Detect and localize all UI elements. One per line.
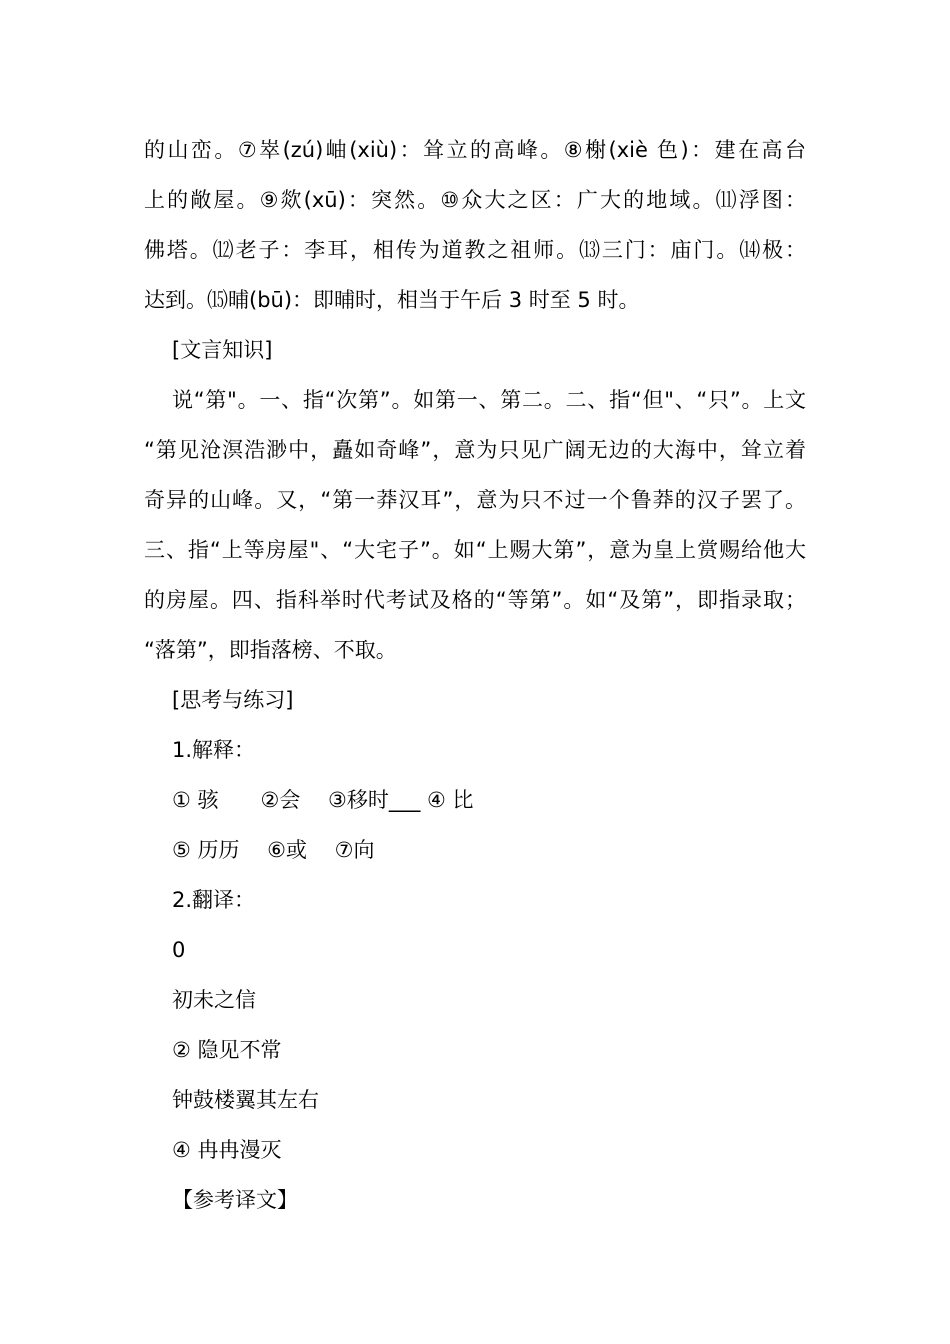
knowledge-line-2: “第见沧溟浩渺中，矗如奇峰”，意为只见广阔无边的大海中，耸立着 (144, 438, 806, 462)
knowledge-heading: [文言知识] (172, 338, 273, 362)
exercise-heading: [思考与练习] (172, 688, 294, 712)
question-2-item-1: 0 (172, 938, 186, 962)
question-2-item-4: 钟鼓楼翼其左右 (172, 1088, 319, 1112)
notes-line-3: 佛塔。⑿老子：李耳，相传为道教之祖师。⒀三门：庙门。⒁极： (144, 238, 806, 262)
question-2-label: 2.翻译： (172, 888, 256, 912)
knowledge-line-4: 三、指“上等房屋"、“大宅子”。如“上赐大第”，意为皇上赏赐给他大 (144, 538, 806, 562)
knowledge-line-1: 说“第"。一、指“次第”。如第一、第二。二、指“但"、“只”。上文 (172, 388, 806, 412)
question-1-row-1: ① 骇 ②会 ③移时___ ④ 比 (172, 788, 474, 812)
reference-translation-heading: 【参考译文】 (172, 1188, 298, 1212)
question-1-label: 1.解释： (172, 738, 256, 762)
knowledge-line-6: “落第”，即指落榜、不取。 (144, 638, 397, 662)
question-2-item-2: 初未之信 (172, 988, 256, 1012)
knowledge-line-3: 奇异的山峰。又，“第一莽汉耳”，意为只不过一个鲁莽的汉子罢了。 (144, 488, 806, 512)
question-2-item-5: ④ 冉冉漫灭 (172, 1138, 282, 1162)
notes-line-4: 达到。⒂晡(bū)：即晡时，相当于午后 3 时至 5 时。 (144, 288, 640, 312)
knowledge-line-5: 的房屋。四、指科举时代考试及格的“等第”。如“及第”，即指录取； (144, 588, 806, 612)
question-2-item-3: ② 隐见不常 (172, 1038, 282, 1062)
question-1-row-2: ⑤ 历历 ⑥或 ⑦向 (172, 838, 375, 862)
notes-line-2: 上的敞屋。⑨欻(xū)：突然。⑩众大之区：广大的地域。⑾浮图： (144, 188, 806, 212)
notes-line-1: 的山峦。⑦崒(zú)岫(xiù)：耸立的高峰。⑧榭(xiè 色)：建在高台 (144, 138, 806, 162)
